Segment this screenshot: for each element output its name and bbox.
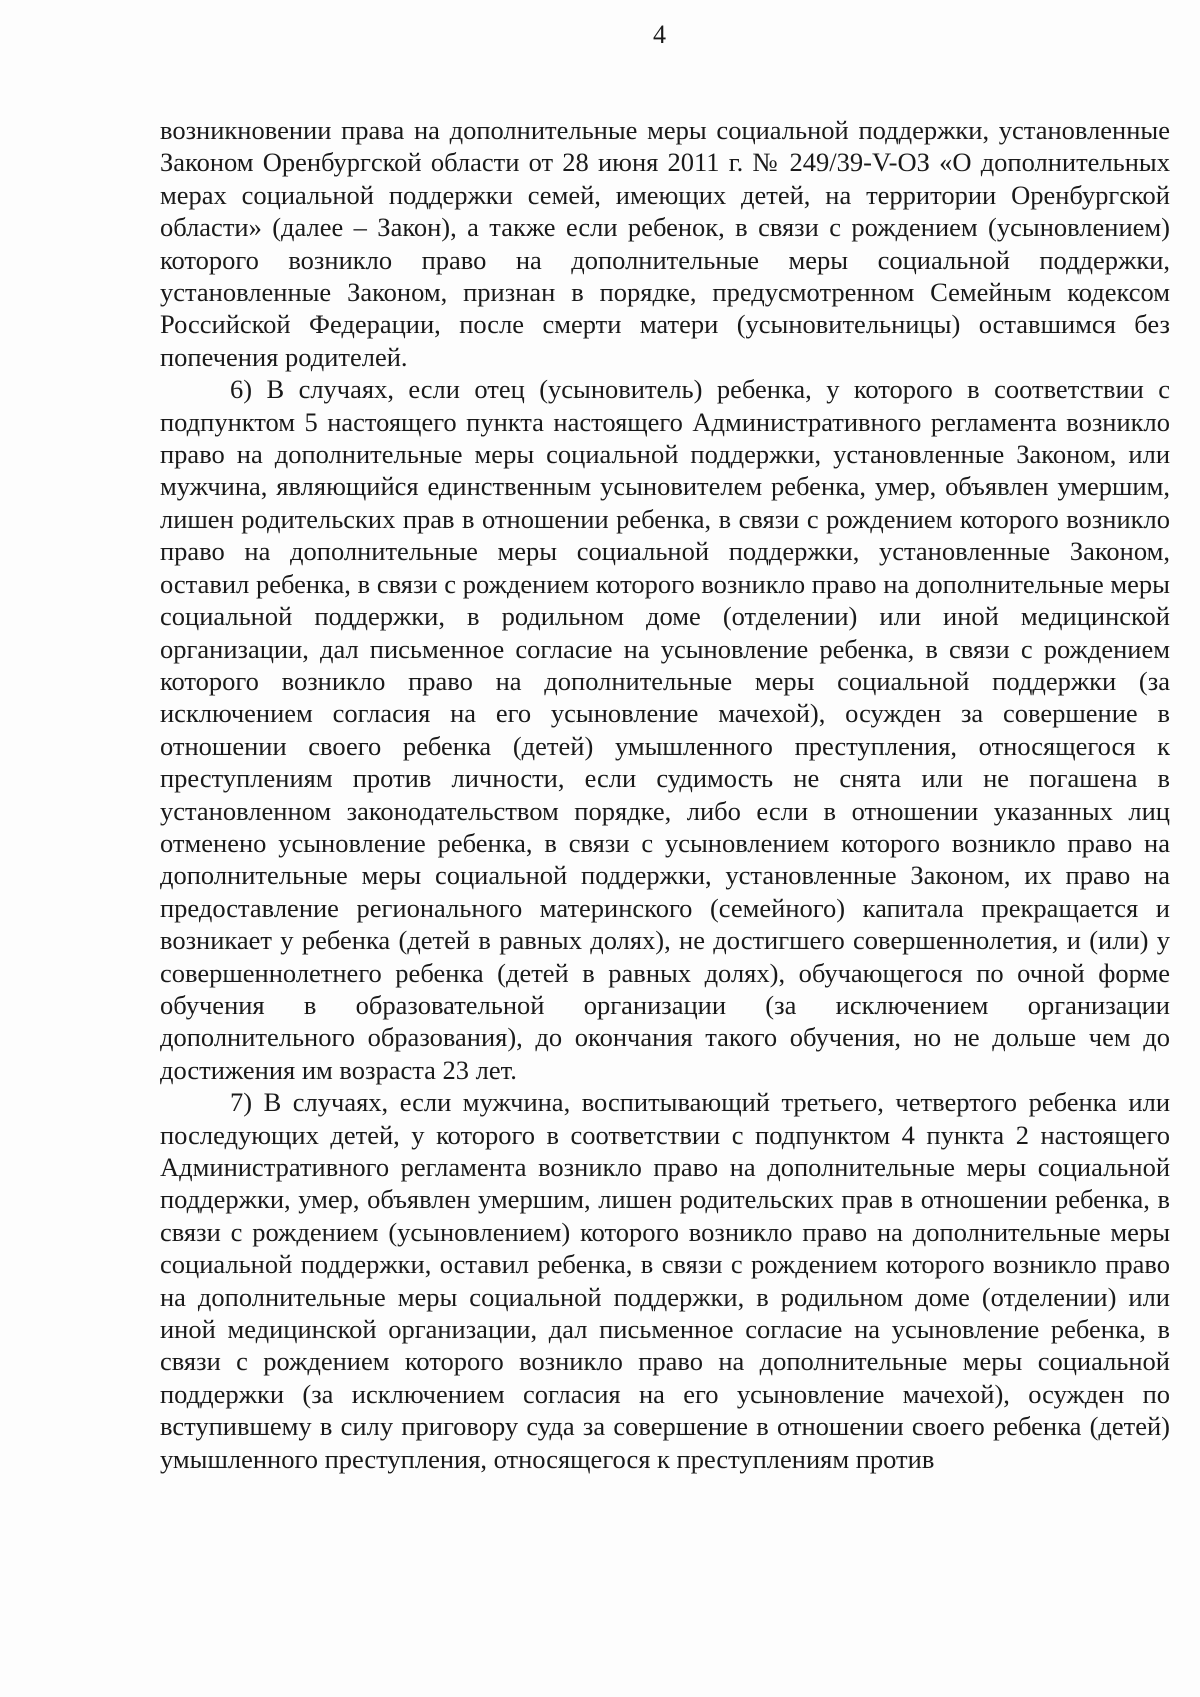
paragraph-subitem-6: 6) В случаях, если отец (усыновитель) ребенка, у которого в соответствии с подпунктом 5 настоящего пункта настоящего Административного регламента возникло право на дополнительные меры социальной поддержки, установленные Законом, или мужчина, являющийся единственным усыновителем ребенка, умер, объявлен умершим, лишен родительских прав в отношении ребенка, в связи с рождением которого возникло право на дополнительные меры социальной поддержки, установленные Законом, оставил ребенка, в связи с рождением которого возникло право на дополнительные меры социальной поддержки, в родильном доме (отделении) или иной медицинской организации, дал письменное согласие на усыновление ребенка, в связи с рождением которого возникло право на дополнительные меры социальной поддержки (за исключением согласия на его усыновление мачехой), осужден за совершение в отношении своего ребенка (детей) умышленного преступления, относящегося к преступлениям против личности, если судимость не снята или не погашена в установленном законодательством порядке, либо если в отношении указанных лиц отменено усыновление ребенка, в связи с усыновлением которого возникло право на дополнительные меры социальной поддержки, установленные Законом, их право на предоставление регионального материнского (семейного) капитала прекращается и возникает у ребенка (детей в равных долях), не достигшего совершеннолетия, и (или) у совершеннолетнего ребенка (детей в равных долях), обучающегося по очной форме обучения в образовательной организации (за исключением организации дополнительного образования), до окончания такого обучения, но не дольше чем до достижения им возраста 23 лет.: [160, 374, 1170, 1085]
document-body: [160, 114, 1170, 1475]
paragraph-continuation: возникновении права на дополнительные меры социальной поддержки, установленные Законом Оренбургской области от 28 июня 2011 г. № 249/39-V-ОЗ «О дополнительных мерах социальной поддержки семей, имеющих детей, на территории Оренбургской области» (далее – Закон), а также если ребенок, в связи с рождением (усыновлением) которого возникло право на дополнительные меры социальной поддержки, установленные Законом, признан в порядке, предусмотренном Семейным кодексом Российской Федерации, после смерти матери (усыновительницы) оставшимся без попечения родителей.: [160, 115, 1170, 372]
paragraph-subitem-7: 7) В случаях, если мужчина, воспитывающий третьего, четвертого ребенка или последующих детей, у которого в соответствии с подпунктом 4 пункта 2 настоящего Административного регламента возникло право на дополнительные меры социальной поддержки, умер, объявлен умершим, лишен родительских прав в отношении ребенка, в связи с рождением (усыновлением) которого возникло право на дополнительные меры социальной поддержки, оставил ребенка, в связи с рождением которого возникло право на дополнительные меры социальной поддержки, в родильном доме (отделении) или иной медицинской организации, дал письменное согласие на усыновление ребенка, в связи с рождением которого возникло право на дополнительные меры социальной поддержки (за исключением согласия на его усыновление мачехой), осужден по вступившему в силу приговору суда за совершение в отношении своего ребенка (детей) умышленного преступления, относящегося к преступлениям против: [160, 1087, 1170, 1474]
page-number: 4: [653, 20, 667, 49]
